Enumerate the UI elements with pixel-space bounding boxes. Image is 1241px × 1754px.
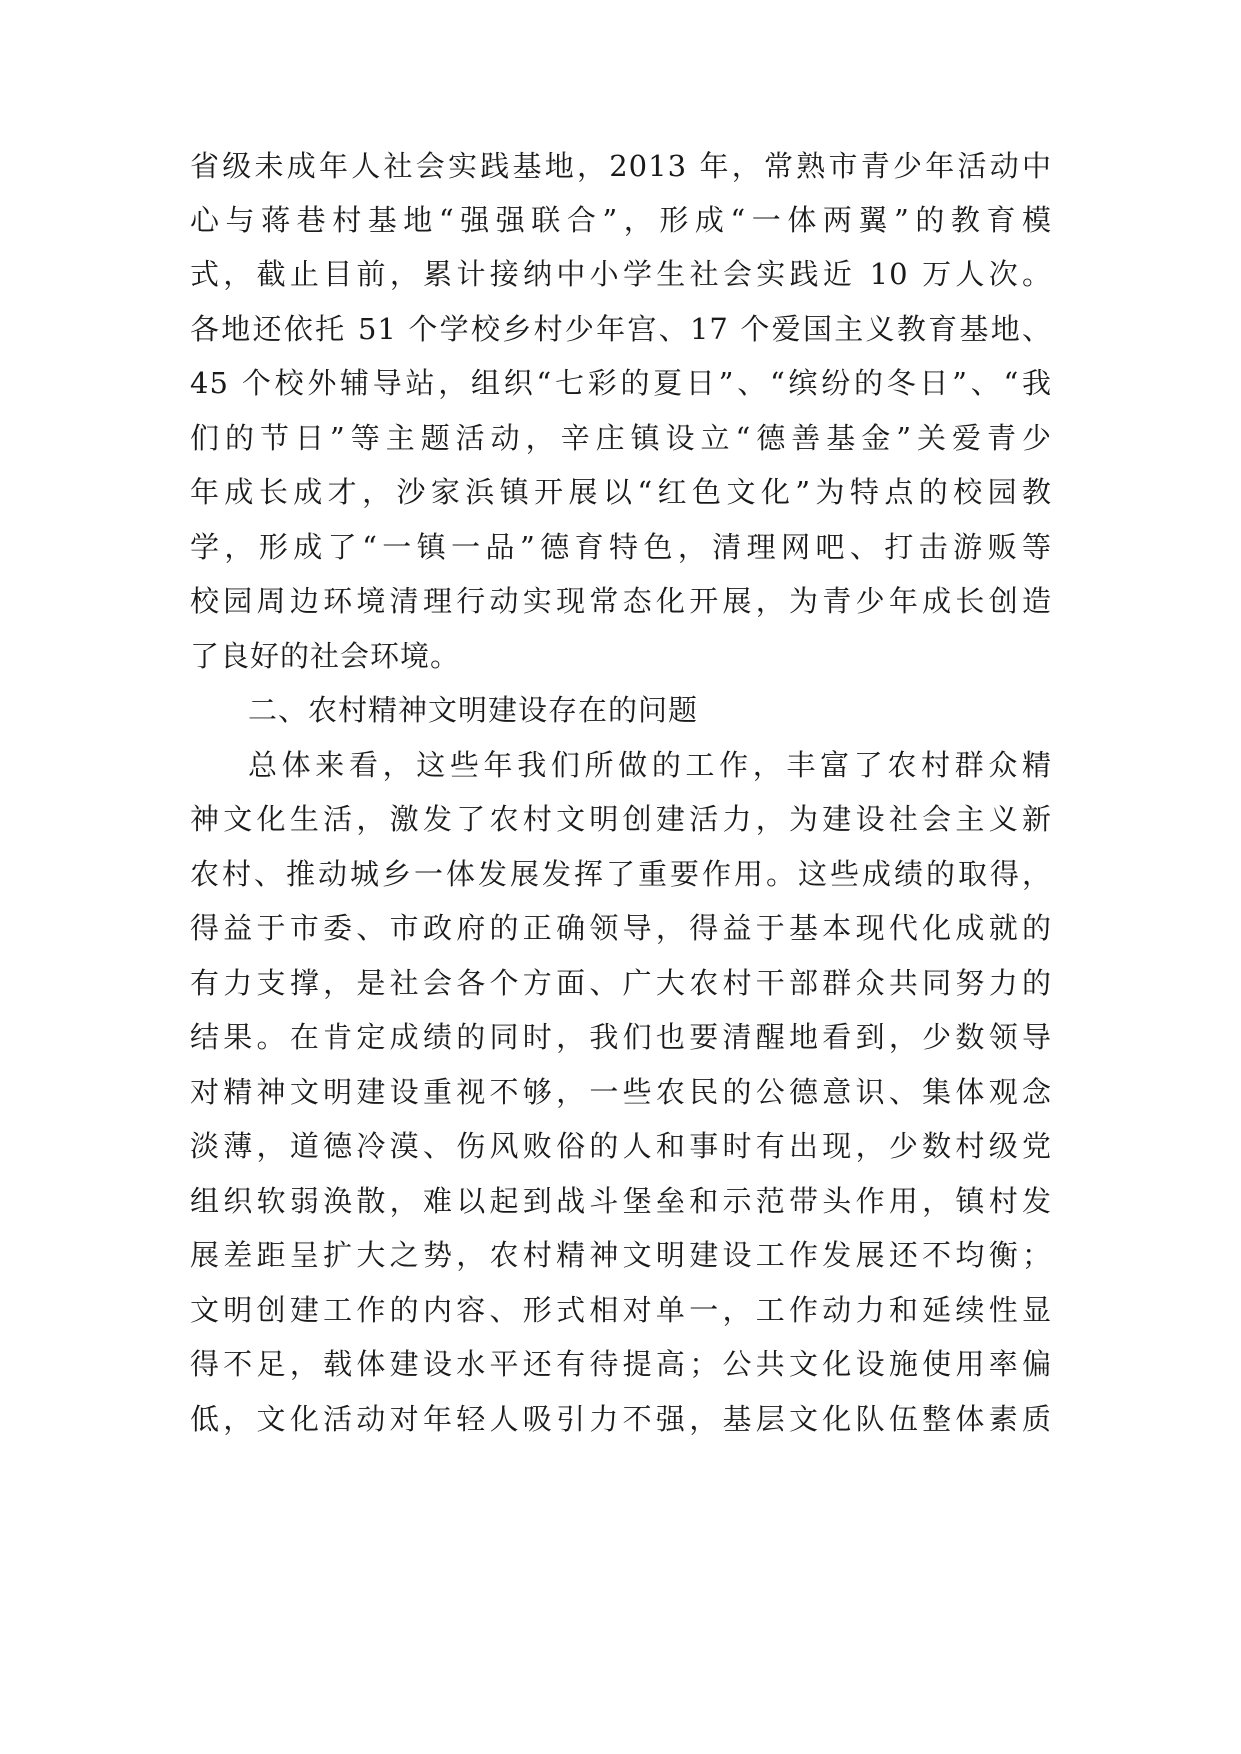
paragraph-2-line-2: 神文化生活，激发了农村文明创建活力，为建设社会主义新: [190, 802, 1052, 836]
paragraph-1-line-9: 校园周边环境清理行动实现常态化开展，为青少年成长创造: [190, 584, 1052, 618]
paragraph-1-line-4: 各地还依托 51 个学校乡村少年宫、17 个爱国主义教育基地、: [190, 312, 1052, 346]
paragraph-2-line-9: 组织软弱涣散，难以起到战斗堡垒和示范带头作用，镇村发: [190, 1184, 1052, 1218]
paragraph-2-line-11: 文明创建工作的内容、形式相对单一，工作动力和延续性显: [190, 1293, 1052, 1327]
section-heading: 二、农村精神文明建设存在的问题: [248, 693, 699, 727]
paragraph-2-line-12: 得不足，载体建设水平还有待提高；公共文化设施使用率偏: [190, 1347, 1052, 1381]
paragraph-2-line-8: 淡薄，道德冷漠、伤风败俗的人和事时有出现，少数村级党: [190, 1129, 1052, 1163]
paragraph-1-line-10: 了良好的社会环境。: [190, 639, 461, 673]
paragraph-2-line-7: 对精神文明建设重视不够，一些农民的公德意识、集体观念: [190, 1075, 1052, 1109]
paragraph-1-line-5: 45 个校外辅导站，组织“七彩的夏日”、“缤纷的冬日”、“我: [190, 366, 1052, 400]
paragraph-1-line-2: 心与蒋巷村基地“强强联合”，形成“一体两翼”的教育模: [190, 203, 1052, 237]
paragraph-1-line-6: 们的节日”等主题活动，辛庄镇设立“德善基金”关爱青少: [190, 421, 1052, 455]
paragraph-2-line-13: 低，文化活动对年轻人吸引力不强，基层文化队伍整体素质: [190, 1402, 1052, 1436]
paragraph-1-line-8: 学，形成了“一镇一品”德育特色，清理网吧、打击游贩等: [190, 530, 1052, 564]
paragraph-1-line-3: 式，截止目前，累计接纳中小学生社会实践近 10 万人次。: [190, 257, 1052, 291]
paragraph-2-line-4: 得益于市委、市政府的正确领导，得益于基本现代化成就的: [190, 911, 1052, 945]
paragraph-2-line-1: 总体来看，这些年我们所做的工作，丰富了农村群众精: [248, 748, 1052, 782]
paragraph-2-line-5: 有力支撑，是社会各个方面、广大农村干部群众共同努力的: [190, 966, 1052, 1000]
paragraph-2-line-3: 农村、推动城乡一体发展发挥了重要作用。这些成绩的取得，: [190, 857, 1052, 891]
paragraph-2-line-6: 结果。在肯定成绩的同时，我们也要清醒地看到，少数领导: [190, 1020, 1052, 1054]
paragraph-1-line-1: 省级未成年人社会实践基地，2013 年，常熟市青少年活动中: [190, 149, 1052, 183]
paragraph-2-line-10: 展差距呈扩大之势，农村精神文明建设工作发展还不均衡；: [190, 1238, 1052, 1272]
paragraph-1-line-7: 年成长成才，沙家浜镇开展以“红色文化”为特点的校园教: [190, 475, 1052, 509]
